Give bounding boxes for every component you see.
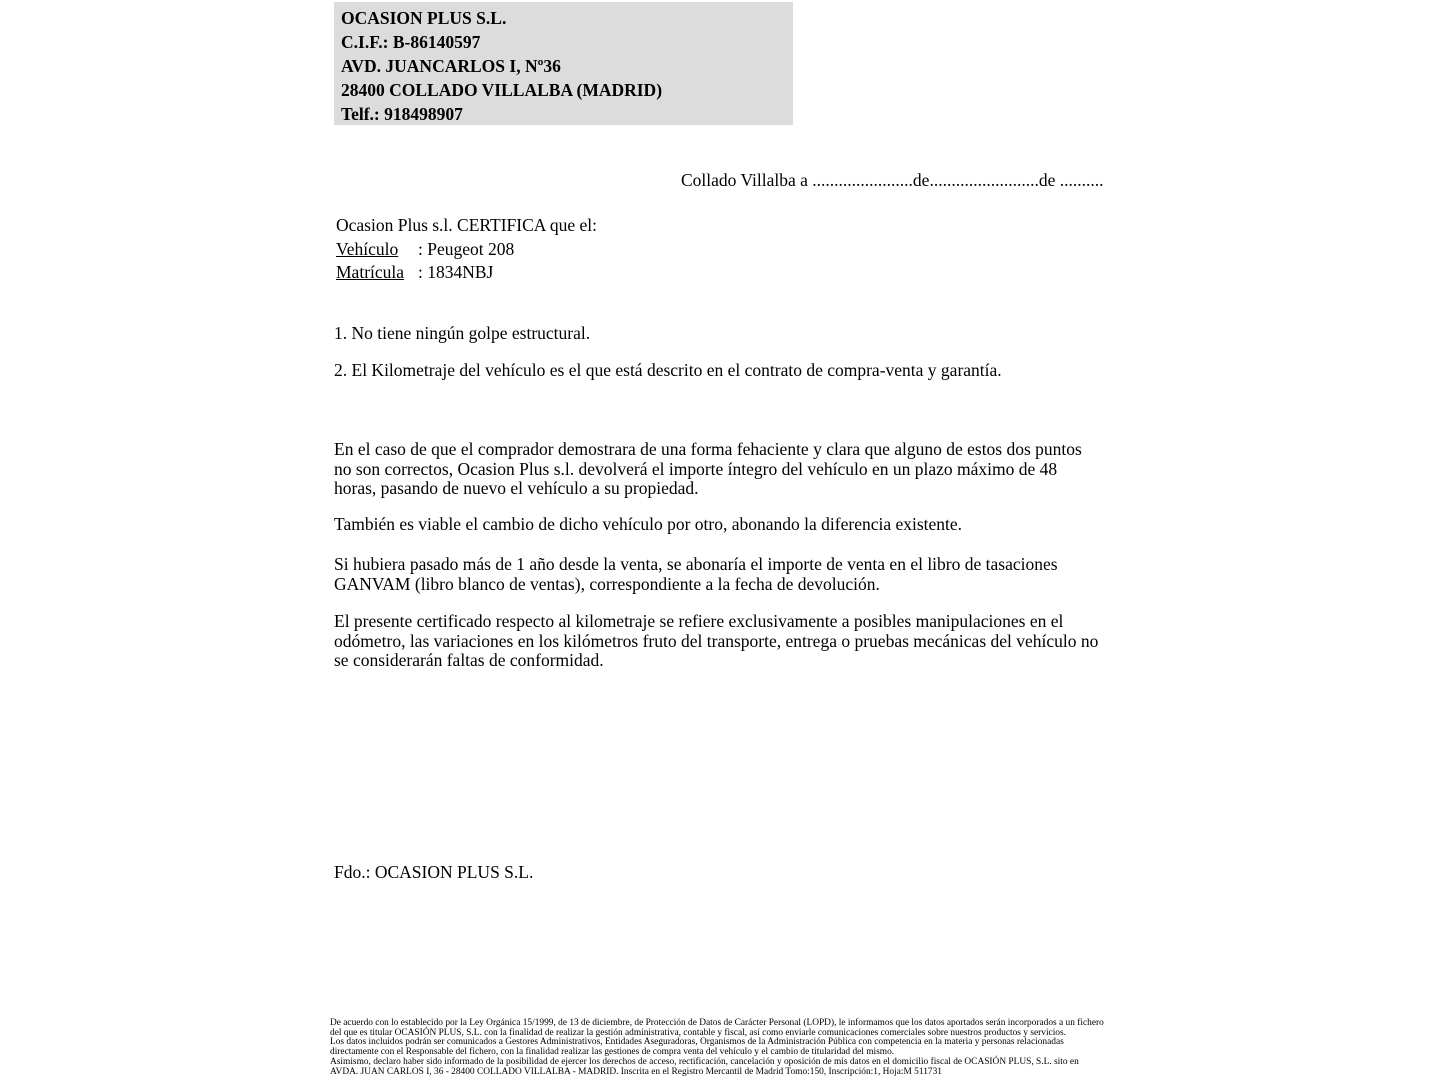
legal-paragraph-rights: Asimismo, declaro haber sido informado de la posibilidad de ejercer los derechos de acceso, rectificación, cancelación y oposición de mis datos en el domicilio fiscal de OCASIÓN PLUS, S.L. sito en AVDA. JUAN CARLOS I, 36 - 28400 COLLADO VILLALBA - MADRID. Inscrita en el Registro Mercantil de Madrid Tomo:150, Inscripción:1, Hoja:M 511731 — [330, 1056, 1079, 1077]
legal-paragraph-data-sharing: Los datos incluidos podrán ser comunicados a Gestores Administrativos, Entidades Aseguradoras, Organismos de la Administración Pública con competencia en la materia y personas relacionadas directamente con el Responsable del fichero, con la finalidad realizar las gestiones de compra venta del vehículo y el cambio de titularidad del mismo. — [330, 1037, 1064, 1058]
signature-line: Fdo.: OCASION PLUS S.L. — [334, 862, 534, 882]
legal-paragraph-lopd: De acuerdo con lo establecido por la Ley Orgánica 15/1999, de 13 de diciembre, de Protección de Datos de Carácter Personal (LOPD), le informamos que los datos aportados serán incorporados a un fichero del que es titular OCASIÓN PLUS, S.L. con la finalidad de realizar la gestión administrativa, contable y fiscal, así como enviarle comunicaciones comerciales sobre nuestros productos y servicios. — [330, 1018, 1104, 1038]
body-paragraph-odometer: El presente certificado respecto al kilometraje se refiere exclusivamente a posibles manipulaciones en el odómetro, las variaciones en los kilómetros fruto del transporte, entrega o pruebas mecánicas del vehículo no se considerarán faltas de conformidad. — [334, 611, 1099, 671]
plate-label: Matrícula — [336, 262, 405, 283]
body-paragraph-exchange: También es viable el cambio de dicho vehículo por otro, abonando la diferencia existente. — [334, 514, 963, 534]
vehicle-value: : Peugeot 208 — [418, 238, 515, 259]
company-phone: Telf.: 918498907 — [341, 104, 463, 124]
company-city: 28400 COLLADO VILLALBA (MADRID) — [341, 80, 663, 100]
legal-footer — [330, 1019, 1104, 1077]
plate-value: : 1834NBJ — [418, 262, 494, 283]
date-line: Collado Villalba a .......................de.........................de .......... — [681, 170, 1104, 190]
vehicle-row — [336, 238, 597, 262]
body-paragraph-ganvam: Si hubiera pasado más de 1 año desde la venta, se abonaría el importe de venta en el libro de tasaciones GANVAM (libro blanco de ventas), correspondiente a la fecha de devolución. — [334, 554, 1058, 594]
company-cif: C.I.F.: B-86140597 — [341, 32, 481, 52]
certification-intro: Ocasion Plus s.l. CERTIFICA que el: — [336, 215, 597, 235]
condition-item-2: 2. El Kilometraje del vehículo es el que está descrito en el contrato de compra-venta y garantía. — [334, 360, 1002, 380]
company-name: OCASION PLUS S.L. — [341, 8, 507, 28]
company-address: AVD. JUANCARLOS I, Nº36 — [341, 56, 561, 76]
vehicle-label: Vehículo — [336, 238, 399, 259]
certification-block — [336, 214, 597, 285]
company-header-box — [334, 2, 793, 125]
body-paragraph-refund: En el caso de que el comprador demostrara de una forma fehaciente y clara que alguno de estos dos puntos no son correctos, Ocasion Plus s.l. devolverá el importe íntegro del vehículo en un plazo máximo de 48 horas, pasando de nuevo el vehículo a su propiedad. — [334, 439, 1082, 499]
condition-item-1: 1. No tiene ningún golpe estructural. — [334, 323, 591, 343]
plate-row — [336, 261, 597, 285]
